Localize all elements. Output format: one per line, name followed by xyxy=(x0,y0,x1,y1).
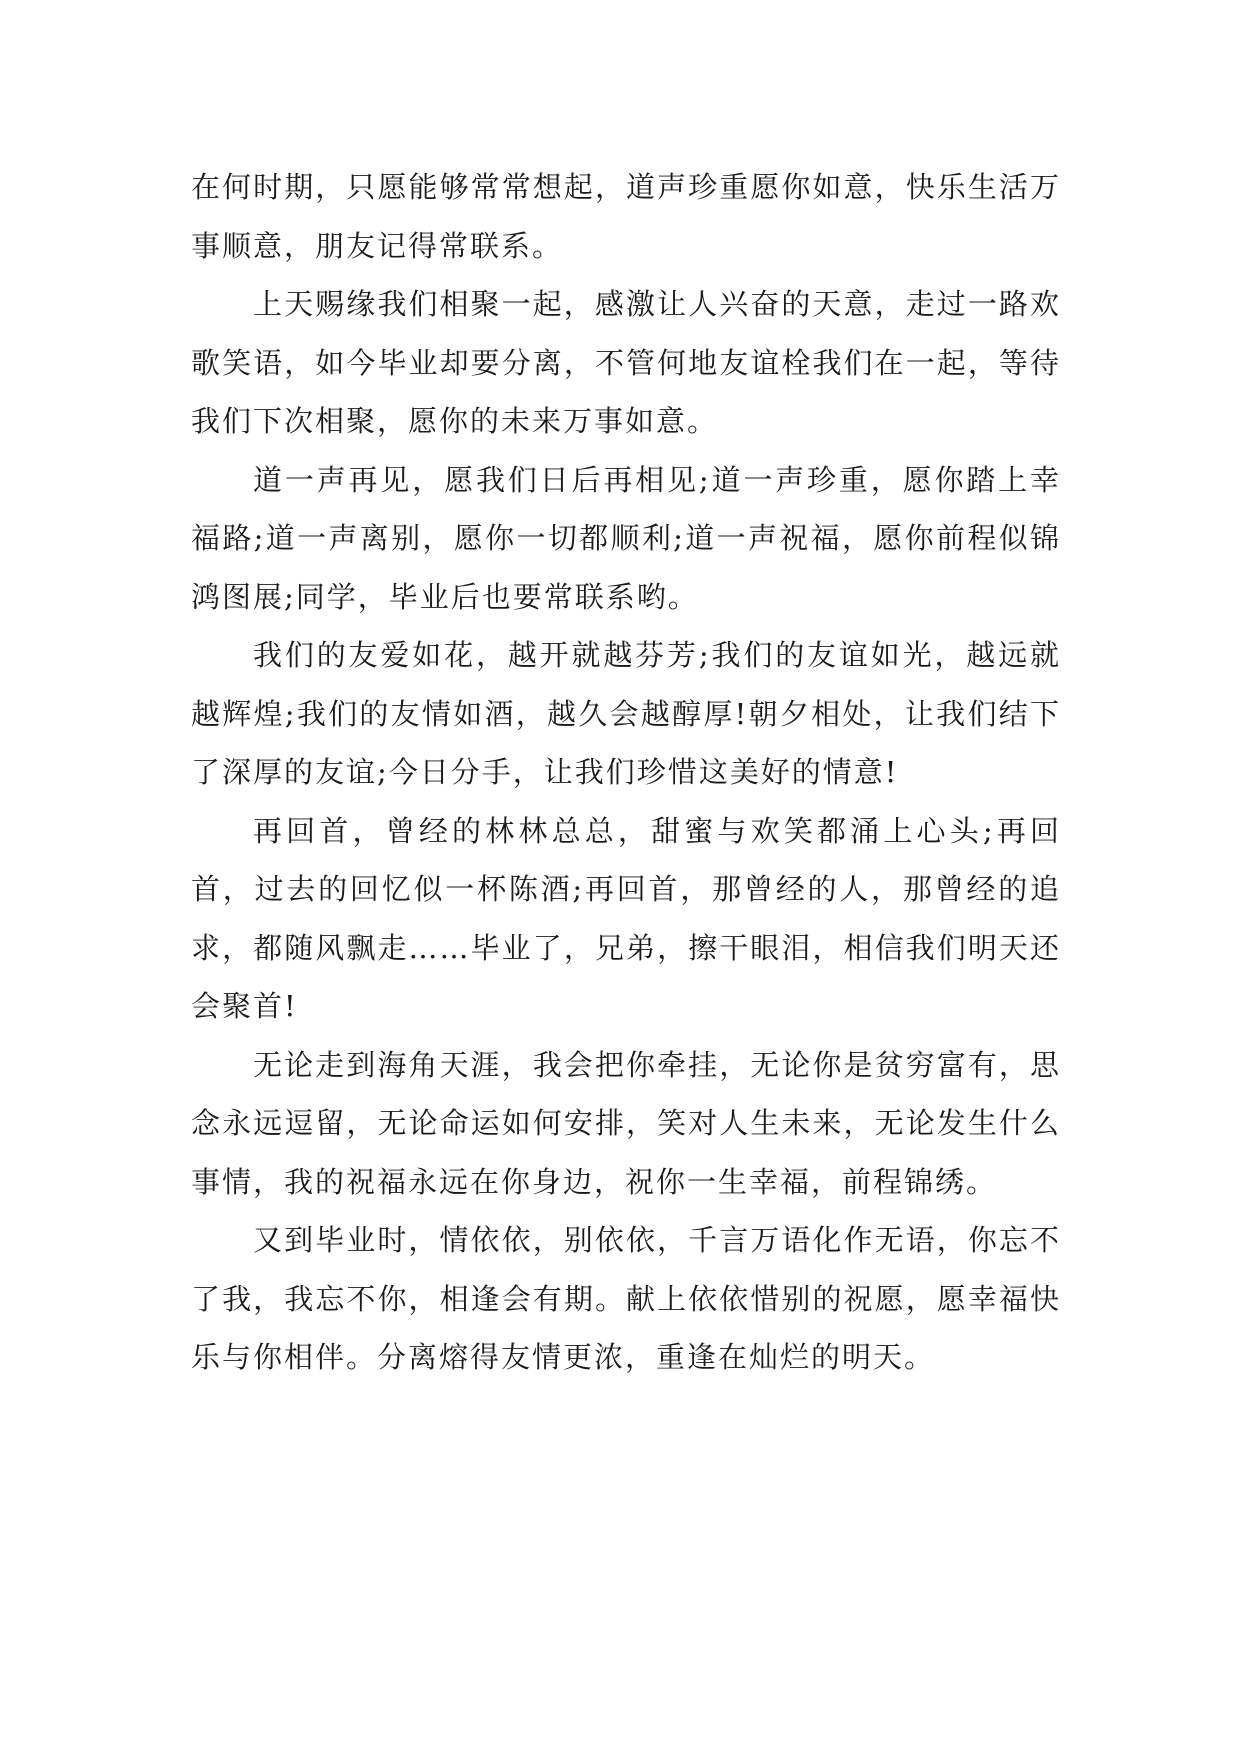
paragraph: 无论走到海角天涯，我会把你牵挂，无论你是贫穷富有，思念永远逗留，无论命运如何安排，笑对人生未来，无论发生什么事情，我的祝福永远在你身边，祝你一生幸福，前程锦绣。 xyxy=(191,1047,1061,1199)
paragraph: 道一声再见，愿我们日后再相见;道一声珍重，愿你踏上幸福路;道一声离别，愿你一切都顺利;道一声祝福，愿你前程似锦鸿图展;同学，毕业后也要常联系哟。 xyxy=(191,462,1061,614)
paragraph: 我们的友爱如花，越开就越芬芳;我们的友谊如光，越远就越辉煌;我们的友情如酒，越久会越醇厚!朝夕相处，让我们结下了深厚的友谊;今日分手，让我们珍惜这美好的情意! xyxy=(191,638,1061,789)
paragraph: 上天赐缘我们相聚一起，感激让人兴奋的天意，走过一路欢歌笑语，如今毕业却要分离，不管何地友谊栓我们在一起，等待我们下次相聚，愿你的未来万事如意。 xyxy=(191,287,1061,438)
document-body xyxy=(191,158,1061,1387)
paragraph: 再回首，曾经的林林总总，甜蜜与欢笑都涌上心头;再回首，过去的回忆似一杯陈酒;再回首，那曾经的人，那曾经的追求，都随风飘走……毕业了，兄弟，擦干眼泪，相信我们明天还会聚首! xyxy=(191,813,1061,1023)
paragraph-continued: 在何时期，只愿能够常常想起，道声珍重愿你如意，快乐生活万事顺意，朋友记得常联系。 xyxy=(191,170,1061,263)
paragraph: 又到毕业时，情依依，别依依，千言万语化作无语，你忘不了我，我忘不你，相逢会有期。献上依依惜别的祝愿，愿幸福快乐与你相伴。分离熔得友情更浓，重逢在灿烂的明天。 xyxy=(191,1223,1061,1374)
